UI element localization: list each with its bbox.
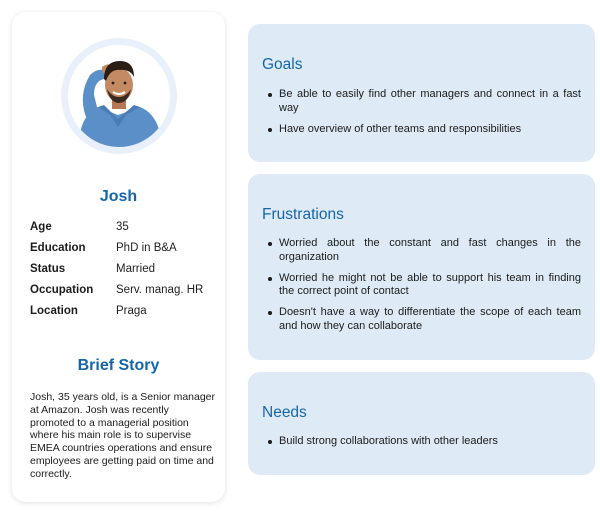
avatar — [68, 45, 170, 147]
info-row-occupation — [30, 279, 216, 300]
list-item — [268, 272, 581, 300]
brief-story-text: Josh, 35 years old, is a Senior manager at Amazon. Josh was recently promoted to a managerial position where his main role is to supervise EMEA countries operations and ensure employees are getting paid on time and correctly. — [30, 391, 216, 480]
bullet-icon — [268, 440, 272, 444]
frustrations-title: Frustrations — [262, 206, 344, 223]
info-label: Location — [30, 304, 78, 317]
bullet-icon — [268, 277, 272, 281]
list-item — [268, 435, 581, 449]
info-label: Status — [30, 262, 66, 275]
info-value: 35 — [116, 220, 129, 233]
bullet-icon — [268, 311, 272, 315]
list-item — [268, 123, 581, 137]
list-item-text: Have overview of other teams and responsibilities — [279, 122, 522, 135]
avatar-ring — [61, 38, 177, 154]
frustrations-card — [248, 174, 595, 360]
list-item — [268, 237, 581, 265]
info-value: PhD in B&A — [116, 241, 177, 254]
goals-card — [248, 24, 595, 162]
needs-title: Needs — [262, 404, 307, 421]
list-item-text: Worried about the constant and fast changes in the organization — [279, 237, 581, 263]
frustrations-list — [268, 237, 581, 341]
bullet-icon — [268, 128, 272, 132]
info-value: Serv. manag. HR — [116, 283, 204, 296]
list-item-text: Build strong collaborations with other leaders — [279, 435, 498, 447]
info-row-education — [30, 237, 216, 258]
info-label: Occupation — [30, 283, 94, 296]
info-row-status — [30, 258, 216, 279]
list-item-text: Worried he might not be able to support his team in finding the correct point of contact — [279, 271, 581, 298]
info-label: Education — [30, 241, 86, 254]
list-item-text: Doesn't have a way to differentiate the scope of each team and how they can collaborate — [279, 306, 581, 332]
info-table — [30, 216, 216, 321]
info-value: Married — [116, 262, 155, 275]
profile-card — [12, 12, 225, 502]
avatar-photo — [68, 45, 170, 147]
info-label: Age — [30, 220, 52, 233]
persona-name: Josh — [99, 188, 138, 205]
needs-list — [268, 435, 581, 456]
info-value: Praga — [116, 304, 147, 317]
info-row-location — [30, 300, 216, 321]
list-item-text: Be able to easily find other managers and connect in a fast way — [279, 88, 581, 114]
goals-title: Goals — [262, 56, 303, 73]
goals-list — [268, 88, 581, 143]
info-row-age — [30, 216, 216, 237]
list-item — [268, 306, 581, 334]
bullet-icon — [268, 93, 272, 97]
list-item — [268, 88, 581, 116]
bullet-icon — [268, 242, 272, 246]
needs-card — [248, 372, 595, 475]
brief-story-title: Brief Story — [77, 357, 160, 374]
